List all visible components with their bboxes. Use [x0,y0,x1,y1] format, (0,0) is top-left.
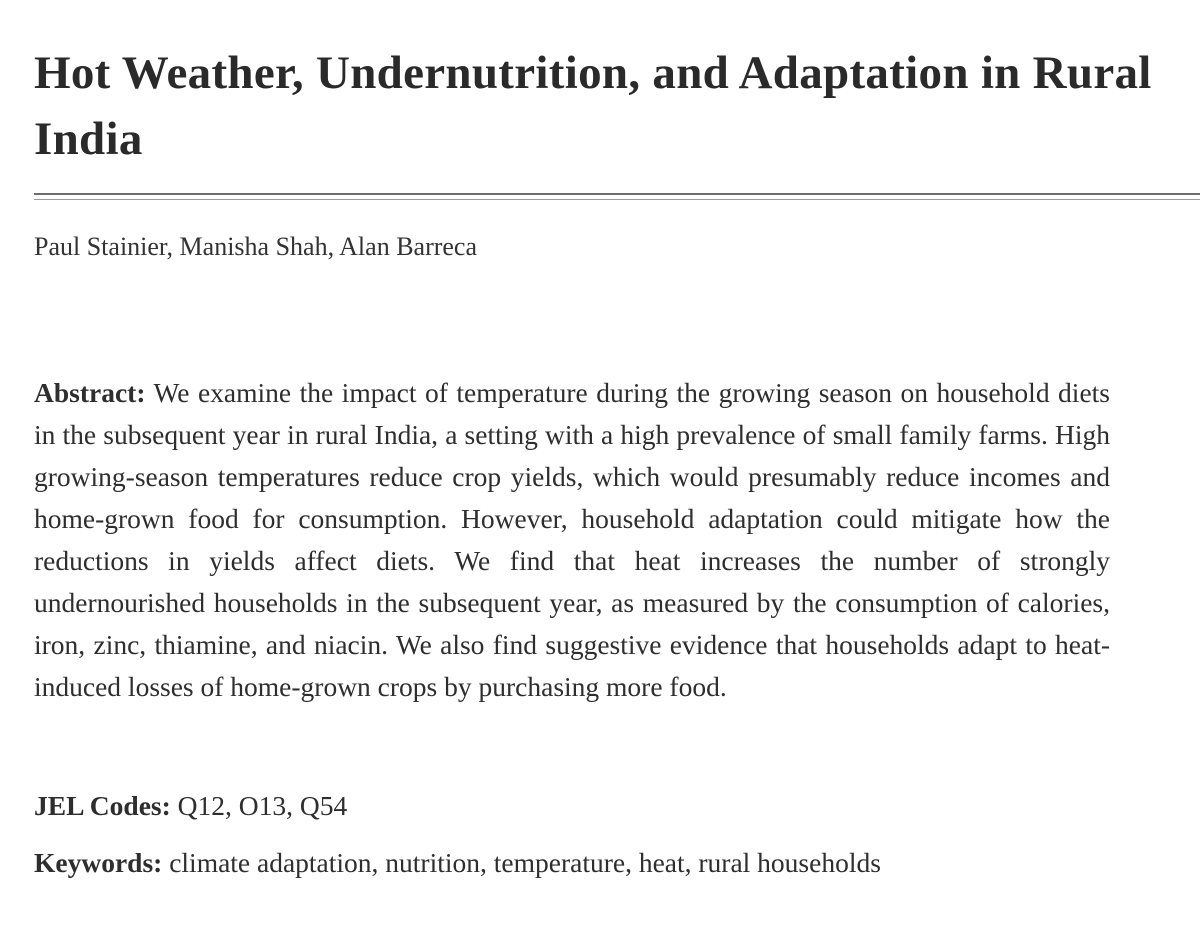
keywords-line [34,842,881,884]
keywords-label: Keywords: [34,847,163,878]
jel-label: JEL Codes: [34,790,171,821]
keywords-text: climate adaptation, nutrition, temperature, heat, rural households [169,847,881,878]
abstract-label: Abstract: [34,377,146,408]
jel-codes-line [34,785,347,827]
author-list: Paul Stainier, Manisha Shah, Alan Barreca [34,232,478,261]
title-divider-top [34,193,1200,195]
title-divider-bottom [34,199,1200,200]
abstract-paragraph [34,372,1110,708]
abstract-text: We examine the impact of temperature during the growing season on household diets in the subsequent year in rural India, a setting with a high prevalence of small family farms. High growing-season temperatures reduce crop yields, which would presumably reduce incomes and home-grown food for consumption. However, household adaptation could mitigate how the reductions in yields affect diets. We find that heat increases the number of strongly undernourished households in the subsequent year, as measured by the consumption of calories, iron, zinc, thiamine, and niacin. We also find suggestive evidence that households adapt to heat-induced losses of home-grown crops by purchasing more food. [34,377,1110,702]
paper-title: Hot Weather, Undernutrition, and Adaptation in Rural India [34,47,1152,165]
jel-codes: Q12, O13, Q54 [177,790,348,821]
